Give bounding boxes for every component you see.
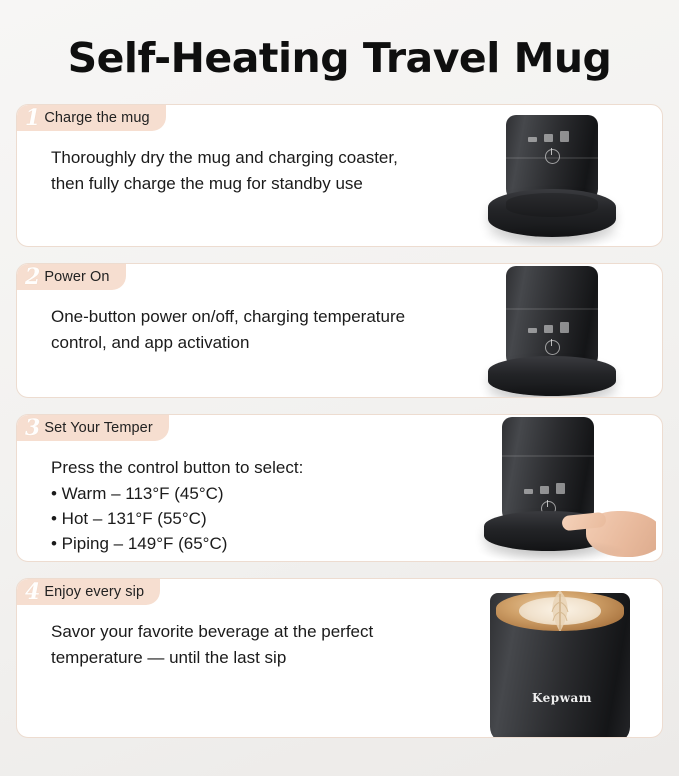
- coaster-inner-ring: [506, 193, 598, 217]
- step-body-line: control, and app activation: [51, 333, 250, 352]
- step-body-line: Thoroughly dry the mug and charging coaster,: [51, 148, 398, 167]
- step-illustration-charging: [466, 105, 656, 246]
- step-number: 4: [25, 579, 41, 605]
- power-button-icon: [545, 149, 560, 164]
- step-body: [51, 455, 511, 556]
- power-button-icon: [545, 340, 560, 355]
- step-body-line: temperature — until the last sip: [51, 648, 287, 667]
- temperature-option: • Warm – 113°F (45°C): [51, 484, 224, 503]
- step-body: [51, 145, 511, 197]
- step-card-power-on: [16, 263, 663, 398]
- led-indicator: [544, 325, 553, 333]
- step-number: 1: [25, 105, 41, 131]
- led-indicator: [560, 131, 569, 142]
- step-label: Set Your Temper: [44, 420, 153, 436]
- step-illustration-power-on: [466, 264, 656, 397]
- step-tab: [17, 415, 169, 441]
- led-indicator: [524, 489, 533, 494]
- mug-seam: [502, 455, 594, 457]
- step-label: Enjoy every sip: [44, 584, 145, 600]
- page-title: Self-Heating Travel Mug: [67, 34, 612, 82]
- step-body: [51, 304, 511, 356]
- led-indicator: [528, 137, 537, 142]
- latte-surface: [496, 591, 624, 631]
- led-indicator: [528, 328, 537, 333]
- step-tab: [17, 105, 166, 131]
- temperature-leds-icon: [528, 131, 569, 142]
- step-label: Power On: [44, 269, 110, 285]
- drop-shadow: [480, 382, 626, 397]
- step-card-set-your-temper: [16, 414, 663, 562]
- drop-shadow: [482, 729, 638, 737]
- led-indicator: [556, 483, 565, 494]
- step-card-charge-the-mug: [16, 104, 663, 247]
- steps-list: [0, 104, 679, 738]
- step-card-enjoy-every-sip: [16, 578, 663, 738]
- mug-seam: [506, 308, 598, 310]
- step-illustration-latte-mug: [466, 579, 656, 737]
- temperature-option: • Piping – 149°F (65°C): [51, 534, 228, 553]
- drop-shadow: [480, 223, 626, 246]
- temperature-leds-icon: [524, 483, 565, 494]
- temperature-leds-icon: [528, 322, 569, 333]
- step-body-line: Press the control button to select:: [51, 458, 304, 477]
- led-indicator: [544, 134, 553, 142]
- step-number: 2: [25, 264, 41, 290]
- step-label: Charge the mug: [44, 110, 150, 126]
- temperature-options-list: [51, 481, 511, 556]
- led-indicator: [540, 486, 549, 494]
- step-tab: [17, 579, 160, 605]
- step-illustration-set-temperature: [466, 415, 656, 561]
- step-tab: [17, 264, 126, 290]
- step-body-line: then fully charge the mug for standby use: [51, 174, 363, 193]
- drop-shadow: [476, 539, 626, 561]
- brand-logo: Kepwam: [532, 691, 592, 705]
- temperature-option: • Hot – 131°F (55°C): [51, 509, 207, 528]
- step-body: [51, 619, 511, 671]
- step-body-line: Savor your favorite beverage at the perfect: [51, 622, 374, 641]
- step-number: 3: [25, 415, 41, 441]
- latte-art-leaf-icon: [543, 591, 577, 631]
- led-indicator: [560, 322, 569, 333]
- step-body-line: One-button power on/off, charging temperature: [51, 307, 406, 326]
